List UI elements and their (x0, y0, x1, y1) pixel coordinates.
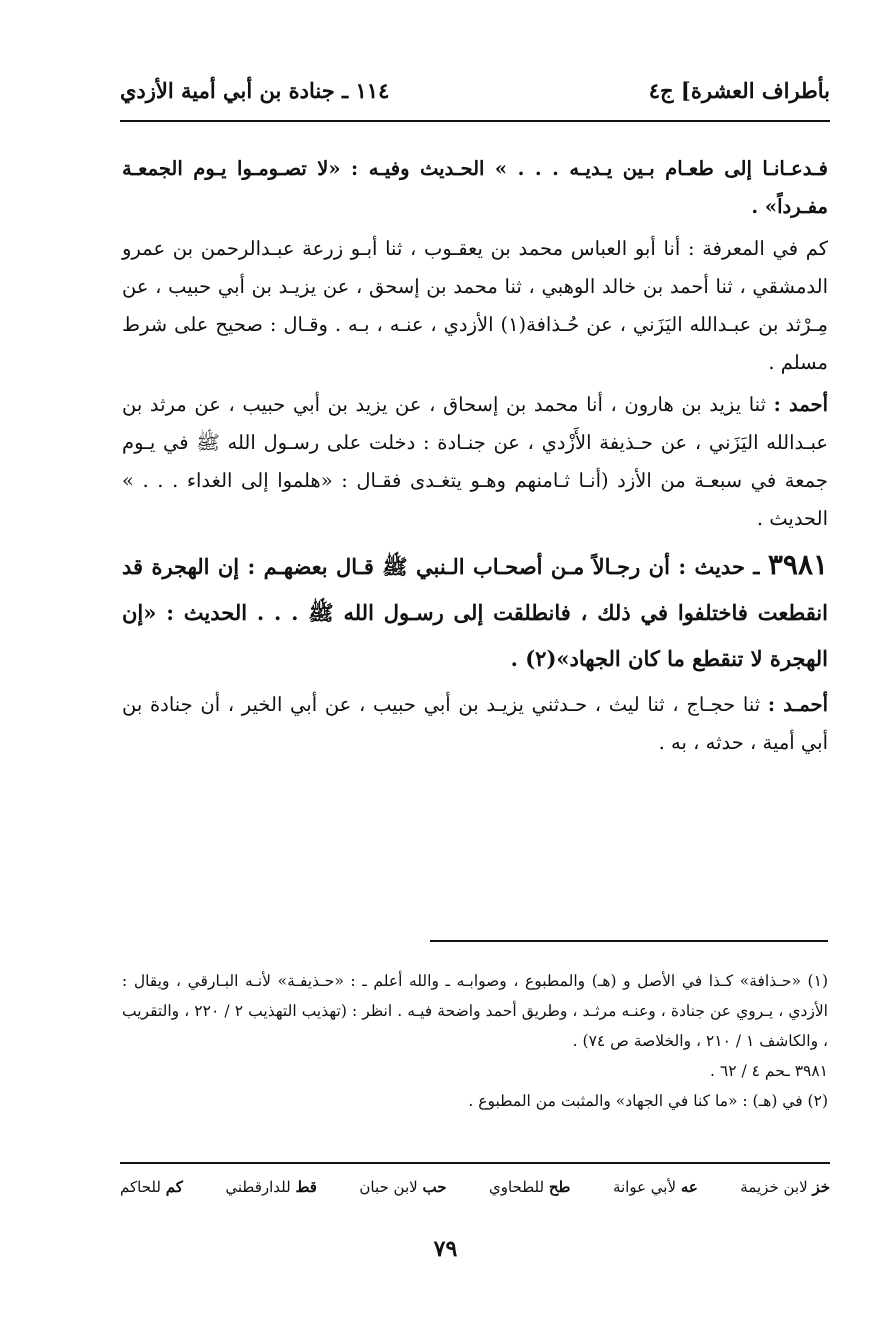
abbreviation-item: قط للدارقطني (225, 1178, 317, 1196)
abbreviation-item: خز لابن خزيمة (740, 1178, 830, 1196)
footnotes (122, 966, 828, 1116)
page-number: ٧٩ (433, 1236, 458, 1262)
source-lead: أحمد : (773, 393, 829, 416)
source-lead: أحمـد : (767, 693, 829, 716)
hadith-number: ٣٩٨١ (767, 548, 829, 581)
paragraph-continuation: فـدعـانـا إلى طعـام بـين يـديـه . . . » الحـديث وفيـه : «لا تصـومـوا يـوم الجمعـة مفـرداً» . (122, 157, 828, 218)
paragraph-kam: كم في المعرفة : أنا أبو العباس محمد بن يعقـوب ، ثنا أبـو زرعة عبـدالرحمن بن عمرو الدمشقي ، ثنا أحمد بن خالد الوهبي ، ثنا محمد بن إسحق ، عن يزيـد بن أبي حبيب ، عن مِـرْثد بن عبـدالله اليَزَني ، عن حُـذافة(١) الأزدي ، عنـه ، بـه . وقـال : صحيح على شرط مسلم . (122, 237, 828, 374)
footnote-1: (١) «حـذافة» كـذا في الأصل و (هـ) والمطبوع ، وصوابـه ـ والله أعلم ـ : «حـذيفـة» لأنـه البـارقي ، ويقال : الأزدي ، يـروي عن جنادة ، وعنـه مرثـد ، وطريق أحمد واضحة فيـه . انظر : (تهذيب التهذيب ٢ / ٢٢٠ ، والتقريب ، والكاشف ١ / ٢١٠ ، والخلاصة ص ٧٤) . (122, 972, 828, 1050)
abbreviation-item: طح للطحاوي (488, 1178, 571, 1196)
abbreviation-item: حب لابن حبان (359, 1178, 447, 1196)
footnote-2: (٢) في (هـ) : «ما كنا في الجهاد» والمثبت من المطبوع . (468, 1092, 828, 1110)
header-book-title: بأطراف العشرة] ج٤ (648, 77, 830, 103)
running-header (120, 68, 830, 112)
footnote-divider (430, 940, 828, 942)
abbreviation-item: عه لأبي عوانة (612, 1178, 698, 1196)
abbreviation-item: كم للحاكم (120, 1178, 183, 1196)
paragraph-text: ثنا يزيد بن هارون ، أنا محمد بن إسحاق ، عن يزيد بن أبي حبيب ، عن مرثد بن عبـدالله اليَزَني ، عن حـذيفة الأَزْدي ، عن جنـادة : دخلت على رسـول الله ﷺ في يـوم جمعة في سبعـة من الأزد (أنـا ثـامنهم وهـو يتغـدى فقـال : «هلموا إلى الغداء . . . » الحديث . (122, 393, 828, 530)
main-text (122, 150, 828, 766)
footnote-reference: ٣٩٨١ ـحم ٤ / ٦٢ . (710, 1062, 828, 1080)
paragraph-ahmad-2 (122, 686, 828, 762)
header-divider (120, 120, 830, 122)
hadith-entry (122, 542, 828, 682)
hadith-text: ـ حديث : أن رجـالاً مـن أصحـاب الـنبي ﷺ قـال بعضهـم : إن الهجرة قد انقطعت فاختلفوا في ذلك ، فانطلقت إلى رسـول الله ﷺ . . . الحديث : «إن الهجرة لا تنقطع ما كان الجهاد»(٢) . (122, 554, 828, 671)
paragraph-text: ثنا حجـاج ، ثنا ليث ، حـدثني يزيـد بن أبي حبيب ، عن أبي الخير ، أن جنادة بن أبي أمية ، حدثه ، به . (122, 693, 828, 754)
header-chapter-title: ١١٤ ـ جنادة بن أبي أمية الأزدي (120, 77, 390, 103)
paragraph-ahmad-1 (122, 386, 828, 538)
abbreviations-divider (120, 1162, 830, 1164)
abbreviations-legend (120, 1178, 830, 1196)
